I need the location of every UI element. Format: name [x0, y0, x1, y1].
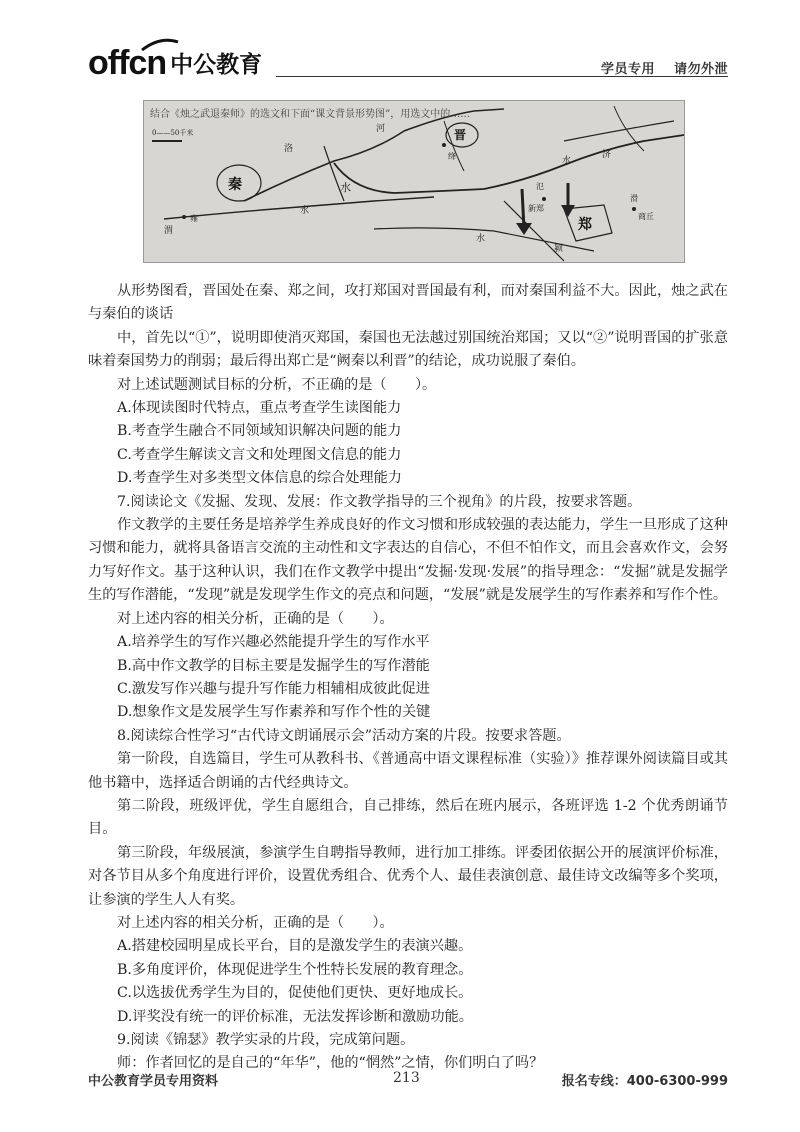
- header-notice-left: 学员专用: [600, 62, 655, 77]
- page-body-text: [88, 280, 728, 1076]
- attack-arrow-head-icon: [561, 205, 575, 217]
- ji-river-line: [564, 121, 674, 141]
- wei-river-line: [164, 197, 434, 219]
- paragraph: 第三阶段，年级展演，参演学生自聘指导教师，进行加工排练。评委团依据公开的展演评价标准，对各节目从多个角度进行评价，设置优秀组合、优秀个人、最佳表演创意、最佳诗文改编等多个奖项，让参演的学生人人有奖。: [88, 844, 728, 908]
- map-label-he: 河: [376, 124, 386, 134]
- question-9-title: 9.阅读《锦瑟》教学实录的片段，完成第问题。: [117, 1032, 415, 1048]
- map-label-luo: 洛: [284, 144, 294, 154]
- map-label-ji: 济: [602, 150, 612, 160]
- map-label-jin: 晋: [454, 128, 467, 142]
- attack-arrow-head-icon: [516, 223, 532, 235]
- map-label-qin: 秦: [228, 177, 242, 193]
- question-7-title: 7.阅读论文《发掘、发现、发展：作文教学指导的三个视角》的片段，按要求答题。: [117, 493, 642, 510]
- header-notice: [601, 58, 728, 77]
- logo-chinese-name: 中公教育: [170, 52, 263, 78]
- option-d: D.考查学生对多类型文体信息的综合处理能力: [117, 470, 402, 487]
- map-scale-label: 0——50千米: [152, 129, 194, 137]
- paragraph: 作文教学的主要任务是培养学生养成良好的作文习惯和形成较强的表达能力，学生一旦形成了这种习惯和能力，就将具备语言交流的主动性和文字表达的自信心，不但不怕作文，而且会喜欢作文，会努力写好作文。基于这种认识，我们在作文教学中提出“发掘·发现·发展”的指导理念：“发掘”就是发掘学生的写作潜能，“发现”就是发现学生作文的亮点和问题，“发展”就是发展学生的写作素养和写作个性。: [88, 517, 728, 604]
- map-caption: 结合《烛之武退秦师》的选文和下面“课文背景形势图”，用选文中的……: [150, 109, 471, 120]
- footer-label: 中公教育学员专用资料: [88, 1074, 219, 1089]
- offcn-logo: [88, 46, 262, 80]
- map-label-zheng: 郑: [578, 217, 592, 233]
- map-label-xinzheng: 新郑: [528, 204, 544, 213]
- logo-wordmark: offcn: [88, 44, 167, 82]
- paragraph: 第二阶段，班级评优，学生自愿组合，自己排练，然后在班内展示，各班评选 1-2 个优秀朗诵节目。: [88, 797, 728, 838]
- map-label-shui: 水: [340, 181, 351, 194]
- question-8-title: 8.阅读综合性学习“古代诗文朗诵展示会”活动方案的片段。按要求答题。: [117, 727, 571, 744]
- city-dot-icon: [542, 197, 546, 201]
- paragraph: 师：作者回忆的是自己的“年华”，他的“惘然”之情，你们明白了吗？: [117, 1055, 544, 1072]
- option-b: B.多角度评价，体现促进学生个性特长发展的教育理念。: [117, 961, 473, 978]
- option-b: B.高中作文教学的目标主要是发掘学生的写作潜能: [117, 657, 430, 674]
- option-a: A.搭建校园明星成长平台，目的是激发学生的表演兴趣。: [117, 938, 473, 955]
- yellow-river-lower: [334, 135, 684, 193]
- map-label-shui: 水: [476, 234, 486, 244]
- map-label-yong: 雍: [190, 214, 198, 223]
- city-dot-icon: [182, 215, 186, 219]
- page-header: [88, 44, 728, 88]
- paragraph: 第一阶段，自选篇目，学生可从教科书、《普通高中语文课程标准（实验）》推荐课外阅读篇目或其他书籍中，选择适合朗诵的古代经典诗文。: [88, 751, 728, 791]
- logo-swoosh-icon: [140, 38, 180, 52]
- map-label-wei: 渭: [164, 226, 174, 236]
- header-notice-right: 请勿外泄: [673, 62, 728, 77]
- option-b: B.考查学生融合不同领域知识解决问题的能力: [117, 423, 402, 440]
- option-a: A.培养学生的写作兴趣必然能提升学生的写作水平: [117, 634, 430, 651]
- option-d: D.评奖没有统一的评价标准，无法发挥诊断和激励功能。: [117, 1008, 473, 1025]
- page-number: 213: [393, 1070, 420, 1086]
- map-label-shui: 水: [300, 206, 310, 216]
- question-stem: 对上述试题测试目标的分析，不正确的是（ ）。: [117, 376, 437, 393]
- background-situation-map: [143, 100, 685, 263]
- map-label-ying: 颍: [554, 244, 564, 254]
- map-label-shui: 水: [562, 156, 572, 166]
- footer-hotline: 报名专线：400-6300-999: [561, 1074, 728, 1089]
- map-label-fan: 氾: [536, 182, 544, 191]
- option-a: A.体现读图时代特点，重点考查学生读图能力: [117, 400, 402, 417]
- city-dot-icon: [632, 207, 636, 211]
- map-label-jiang: 绛: [448, 152, 456, 161]
- option-d: D.想象作文是发展学生写作素养和写作个性的关键: [117, 704, 431, 721]
- paragraph: 从形势图看，晋国处在秦、郑之间，攻打郑国对晋国最有利，而对秦国利益不大。因此，烛之武在与秦伯的谈话: [88, 283, 728, 323]
- option-c: C.考查学生解读文言文和处理图文信息的能力: [117, 446, 402, 463]
- map-label-hua: 滑: [630, 194, 638, 203]
- option-c: C.激发写作兴趣与提升写作能力相辅相成彼此促进: [117, 680, 430, 697]
- page-footer: [88, 1070, 728, 1090]
- map-drawing: [144, 101, 685, 263]
- map-label-shangqiu: 商丘: [638, 212, 654, 221]
- city-dot-icon: [442, 143, 446, 147]
- option-c: C.以选拔优秀学生为目的，促使他们更快、更好地成长。: [117, 985, 473, 1002]
- paragraph: 中，首先以“①”，说明即使消灭郑国，秦国也无法越过别国统治郑国；又以“②”说明晋国的扩张意味着秦国势力的削弱；最后得出郑亡是“阙秦以利晋”的结论，成功说服了秦伯。: [88, 329, 728, 370]
- question-stem: 对上述内容的相关分析，正确的是（ ）。: [117, 610, 394, 627]
- question-stem: 对上述内容的相关分析，正确的是（ ）。: [117, 914, 394, 931]
